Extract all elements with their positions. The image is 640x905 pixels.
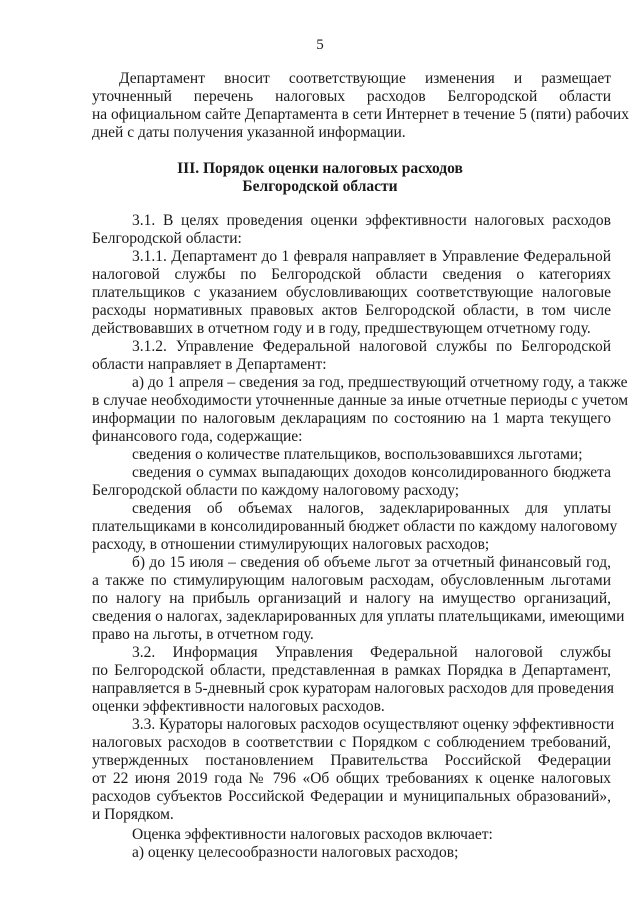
text-line: а) оценку целесообразности налоговых расходов; xyxy=(132,844,459,861)
text-line: сведения об объемах налогов, задекларированных для уплаты xyxy=(132,500,611,517)
text-line: действовавших в отчетном году и в году, предшествующем отчетному году. xyxy=(92,320,591,337)
text-line: дней с даты получения указанной информации. xyxy=(92,124,406,141)
text-line: плательщиков с указанием обусловливающих соответствующие налоговые xyxy=(92,284,611,301)
text-line: сведения о налогах, задекларированных для уплаты плательщиками, имеющими xyxy=(92,608,625,625)
text-line: 3.1.2. Управление Федеральной налоговой службы по Белгородской xyxy=(132,338,611,355)
text-line: 3.1. В целях проведения оценки эффективности налоговых расходов xyxy=(132,212,611,229)
text-line: Департамент вносит соответствующие изменения и размещает xyxy=(119,70,611,87)
text-line: а также по стимулирующим налоговым расходам, обусловленным льготами xyxy=(92,572,611,589)
text-line: Белгородской области по каждому налоговому расходу; xyxy=(92,482,460,499)
text-line: расходы нормативных правовых актов Белгородской области, в том числе xyxy=(92,302,611,319)
text-line: финансового года, содержащие: xyxy=(92,428,303,445)
text-line: от 22 июня 2019 года № 796 «Об общих требованиях к оценке налоговых xyxy=(92,770,611,787)
text-line: в случае необходимости уточненные данные за иные отчетные периоды с учетом xyxy=(92,392,629,409)
text-line: плательщиками в консолидированный бюджет области по каждому налоговому xyxy=(92,518,618,535)
text-line: и Порядком. xyxy=(92,806,174,823)
text-line: сведения о количестве плательщиков, воспользовавшихся льготами; xyxy=(132,446,583,463)
text-line: 3.3. Кураторы налоговых расходов осуществляют оценку эффективности xyxy=(132,716,615,733)
text-line: 3.1.1. Департамент до 1 февраля направляет в Управление Федеральной xyxy=(132,248,611,265)
text-line: расходу, в отношении стимулирующих налоговых расходов; xyxy=(92,536,490,553)
text-line: б) до 15 июля – сведения об объеме льгот за отчетный финансовый год, xyxy=(132,554,611,571)
section-heading: Белгородской области xyxy=(242,178,398,195)
text-line: утвержденных постановлением Правительства Российской Федерации xyxy=(92,752,611,769)
page-number: 5 xyxy=(316,37,324,53)
text-line: расходов субъектов Российской Федерации и муниципальных образований», xyxy=(92,788,611,805)
text-line: по налогу на прибыль организаций и налогу на имущество организаций, xyxy=(92,590,611,607)
text-line: Белгородской области: xyxy=(92,230,242,247)
text-line: на официальном сайте Департамента в сети Интернет в течение 5 (пяти) рабочих xyxy=(92,106,629,123)
text-line: налоговых расходов в соответствии с Порядком с соблюдением требований, xyxy=(92,734,611,751)
text-line: направляется в 5-дневный срок кураторам налоговых расходов для проведения xyxy=(92,680,614,697)
text-line: налоговой службы по Белгородской области сведения о категориях xyxy=(92,266,611,283)
text-line: области направляет в Департамент: xyxy=(92,356,327,373)
text-line: право на льготы, в отчетном году. xyxy=(92,626,314,643)
text-line: информации по налоговым декларациям по состоянию на 1 марта текущего xyxy=(92,410,611,427)
text-line: Оценка эффективности налоговых расходов включает: xyxy=(132,826,493,843)
text-line: 3.2. Информация Управления Федеральной налоговой службы xyxy=(132,644,611,661)
text-line: а) до 1 апреля – сведения за год, предшествующий отчетному году, а также xyxy=(132,374,628,391)
text-line: сведения о суммах выпадающих доходов консолидированного бюджета xyxy=(132,464,611,481)
text-line: по Белгородской области, представленная в рамках Порядка в Департамент, xyxy=(92,662,611,679)
section-heading: III. Порядок оценки налоговых расходов xyxy=(177,160,463,177)
text-line: уточненный перечень налоговых расходов Белгородской области xyxy=(92,88,611,105)
text-line: оценки эффективности налоговых расходов. xyxy=(92,698,385,715)
